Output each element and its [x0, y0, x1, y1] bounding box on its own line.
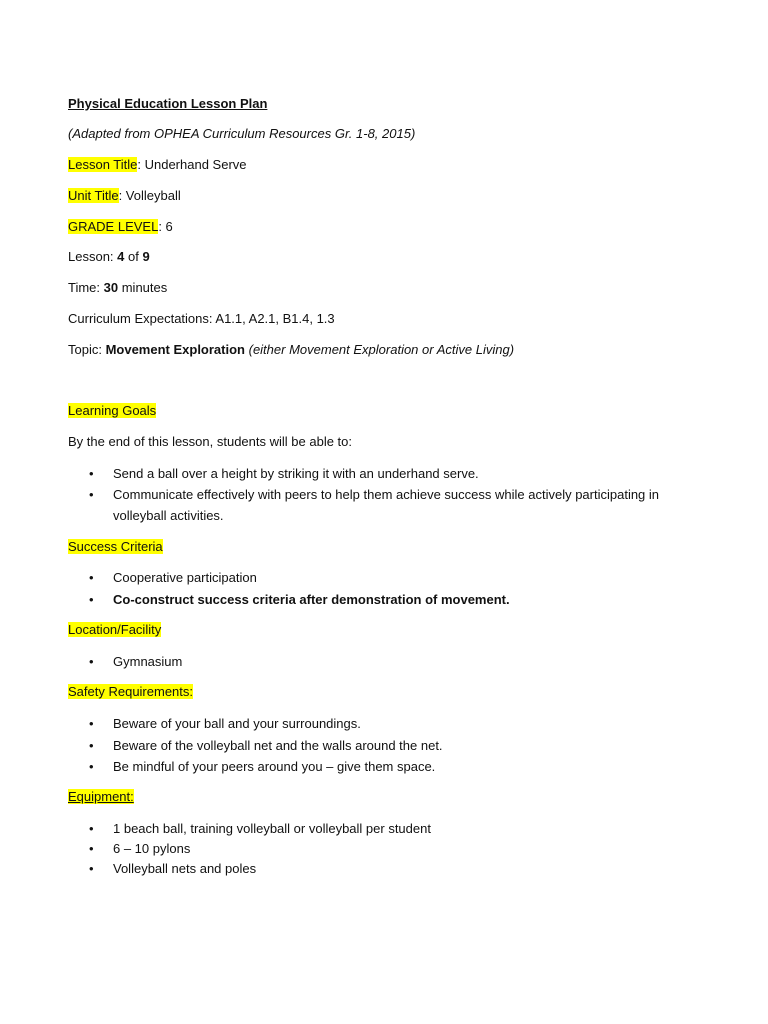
- time-prefix: Time:: [68, 280, 104, 295]
- safety-item: Be mindful of your peers around you – give them space.: [113, 759, 436, 774]
- bullet-icon: •: [89, 841, 94, 856]
- success-criteria-heading: [68, 538, 163, 555]
- unit-title-row: [68, 187, 181, 204]
- equipment-label: Equipment:: [68, 789, 134, 804]
- adapted-note: (Adapted from OPHEA Curriculum Resources Gr. 1-8, 2015): [68, 126, 416, 141]
- lesson-title-row: [68, 156, 247, 173]
- learning-goals-intro: By the end of this lesson, students will be able to:: [68, 434, 353, 449]
- safety-heading: [68, 683, 193, 700]
- bullet-icon: •: [89, 570, 94, 585]
- lesson-number-row: [68, 248, 150, 265]
- location-item: Gymnasium: [113, 654, 183, 669]
- lesson-of: of: [124, 249, 143, 264]
- learning-goal-item: Communicate effectively with peers to help them achieve success while actively participating in volleyball activities.: [113, 487, 660, 523]
- bullet-icon: •: [89, 592, 94, 607]
- curriculum-expectations: Curriculum Expectations: A1.1, A2.1, B1.4, 1.3: [68, 311, 335, 326]
- unit-title-value: : Volleyball: [118, 188, 181, 203]
- bullet-icon: •: [89, 821, 94, 836]
- topic-value: Movement Exploration: [105, 342, 245, 357]
- bullet-icon: •: [89, 716, 94, 731]
- equipment-item: Volleyball nets and poles: [113, 861, 257, 876]
- safety-item: Beware of your ball and your surroundings.: [113, 716, 361, 731]
- time-suffix: minutes: [118, 280, 168, 295]
- location-heading: [68, 621, 161, 638]
- success-criteria-item: Cooperative participation: [113, 570, 257, 585]
- bullet-icon: •: [89, 738, 94, 753]
- equipment-item: 6 – 10 pylons: [113, 841, 191, 856]
- document-title: Physical Education Lesson Plan: [68, 96, 268, 111]
- bullet-icon: •: [89, 759, 94, 774]
- grade-level-row: [68, 218, 173, 235]
- lesson-title-value: : Underhand Serve: [137, 157, 247, 172]
- safety-colon: :: [189, 684, 194, 699]
- bullet-icon: •: [89, 861, 94, 876]
- safety-item: Beware of the volleyball net and the walls around the net.: [113, 738, 443, 753]
- lesson-total: 9: [142, 249, 150, 264]
- bullet-icon: •: [89, 487, 94, 502]
- topic-note: (either Movement Exploration or Active Living): [245, 342, 515, 357]
- learning-goals-heading: [68, 402, 156, 419]
- grade-level-value: : 6: [158, 219, 173, 234]
- learning-goal-item: Send a ball over a height by striking it with an underhand serve.: [113, 466, 479, 481]
- time-value: 30: [103, 280, 119, 295]
- equipment-item: 1 beach ball, training volleyball or volleyball per student: [113, 821, 431, 836]
- location-label: Location/Facility: [68, 622, 162, 637]
- lesson-title-label: Lesson Title: [68, 157, 138, 172]
- topic-prefix: Topic:: [68, 342, 106, 357]
- grade-level-label: GRADE LEVEL: [68, 219, 159, 234]
- topic-row: [68, 341, 514, 358]
- lesson-prefix: Lesson:: [68, 249, 118, 264]
- time-row: [68, 279, 167, 296]
- bullet-icon: •: [89, 654, 94, 669]
- success-criteria-label: Success Criteria: [68, 539, 163, 554]
- lesson-number: 4: [117, 249, 125, 264]
- success-criteria-item: Co-construct success criteria after demonstration of movement.: [113, 592, 510, 607]
- unit-title-label: Unit Title: [68, 188, 119, 203]
- bullet-icon: •: [89, 466, 94, 481]
- equipment-heading: [68, 788, 134, 805]
- learning-goals-label: Learning Goals: [68, 403, 157, 418]
- safety-label: Safety Requirements: [68, 684, 190, 699]
